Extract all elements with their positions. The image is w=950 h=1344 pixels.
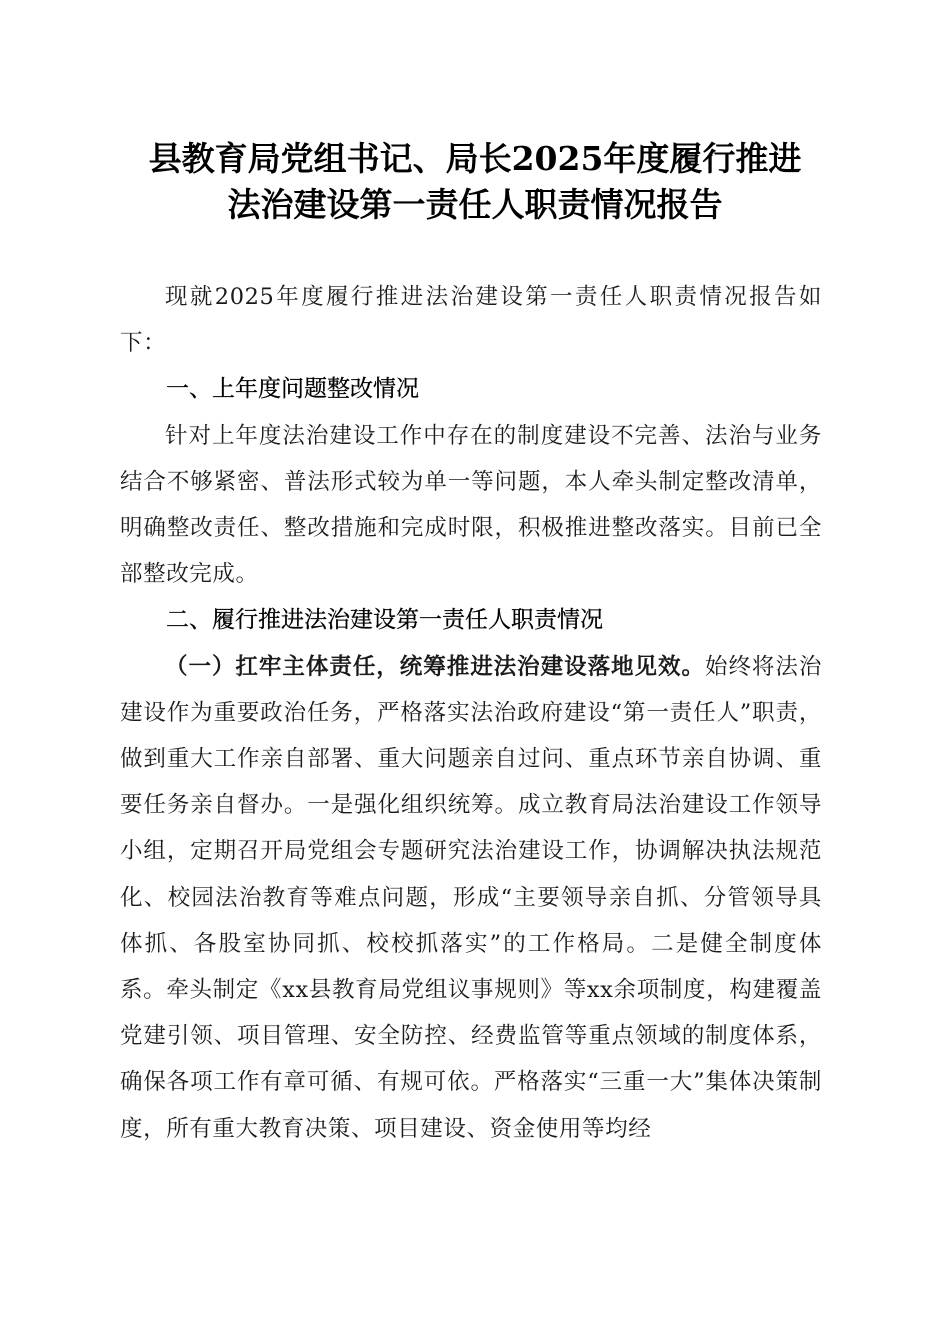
sub-1-text: 始终将法治建设作为重要政治任务，严格落实法治政府建设“第一责任人”职责，做到重大工作亲自部署、重大问题亲自过问、重点环节亲自协调、重要任务亲自督办。一是强化组织统筹。成立教育局法治建设工作领导小组，定期召开局党组会专题研究法治建设工作，协调解决执法规范化、校园法治教育等难点问题，形成“主要领导亲自抓、分管领导具体抓、各股室协同抓、校校抓落实”的工作格局。二是健全制度体系。牵头制定《xx县教育局党组议事规则》等xx余项制度，构建覆盖党建引领、项目管理、安全防控、经费监管等重点领域的制度体系，确保各项工作有章可循、有规可依。严格落实“三重一大”集体决策制度，所有重大教育决策、项目建设、资金使用等均经 — [120, 653, 822, 1142]
title-line-1: 县教育局党组书记、局长2025年度履行推进 — [148, 139, 802, 178]
sub-1-lead: （一）扛牢主体责任，统筹推进法治建设落地见效。 — [165, 653, 705, 680]
section-2-heading: 二、履行推进法治建设第一责任人职责情况 — [166, 607, 603, 634]
document-title — [100, 136, 850, 228]
section-1-paragraph: 针对上年度法治建设工作中存在的制度建设不完善、法治与业务结合不够紧密、普法形式较为单一等问题，本人牵头制定整改清单，明确整改责任、整改措施和完成时限，积极推进整改落实。目前已全部整改完成。 — [120, 422, 822, 588]
intro-paragraph: 现就2025年度履行推进法治建设第一责任人职责情况报告如下： — [120, 284, 822, 357]
section-2-sub-1-paragraph — [120, 644, 822, 1152]
title-line-2: 法治建设第一责任人职责情况报告 — [227, 185, 723, 224]
document-body — [120, 274, 822, 1152]
section-1-heading: 一、上年度问题整改情况 — [166, 376, 419, 403]
